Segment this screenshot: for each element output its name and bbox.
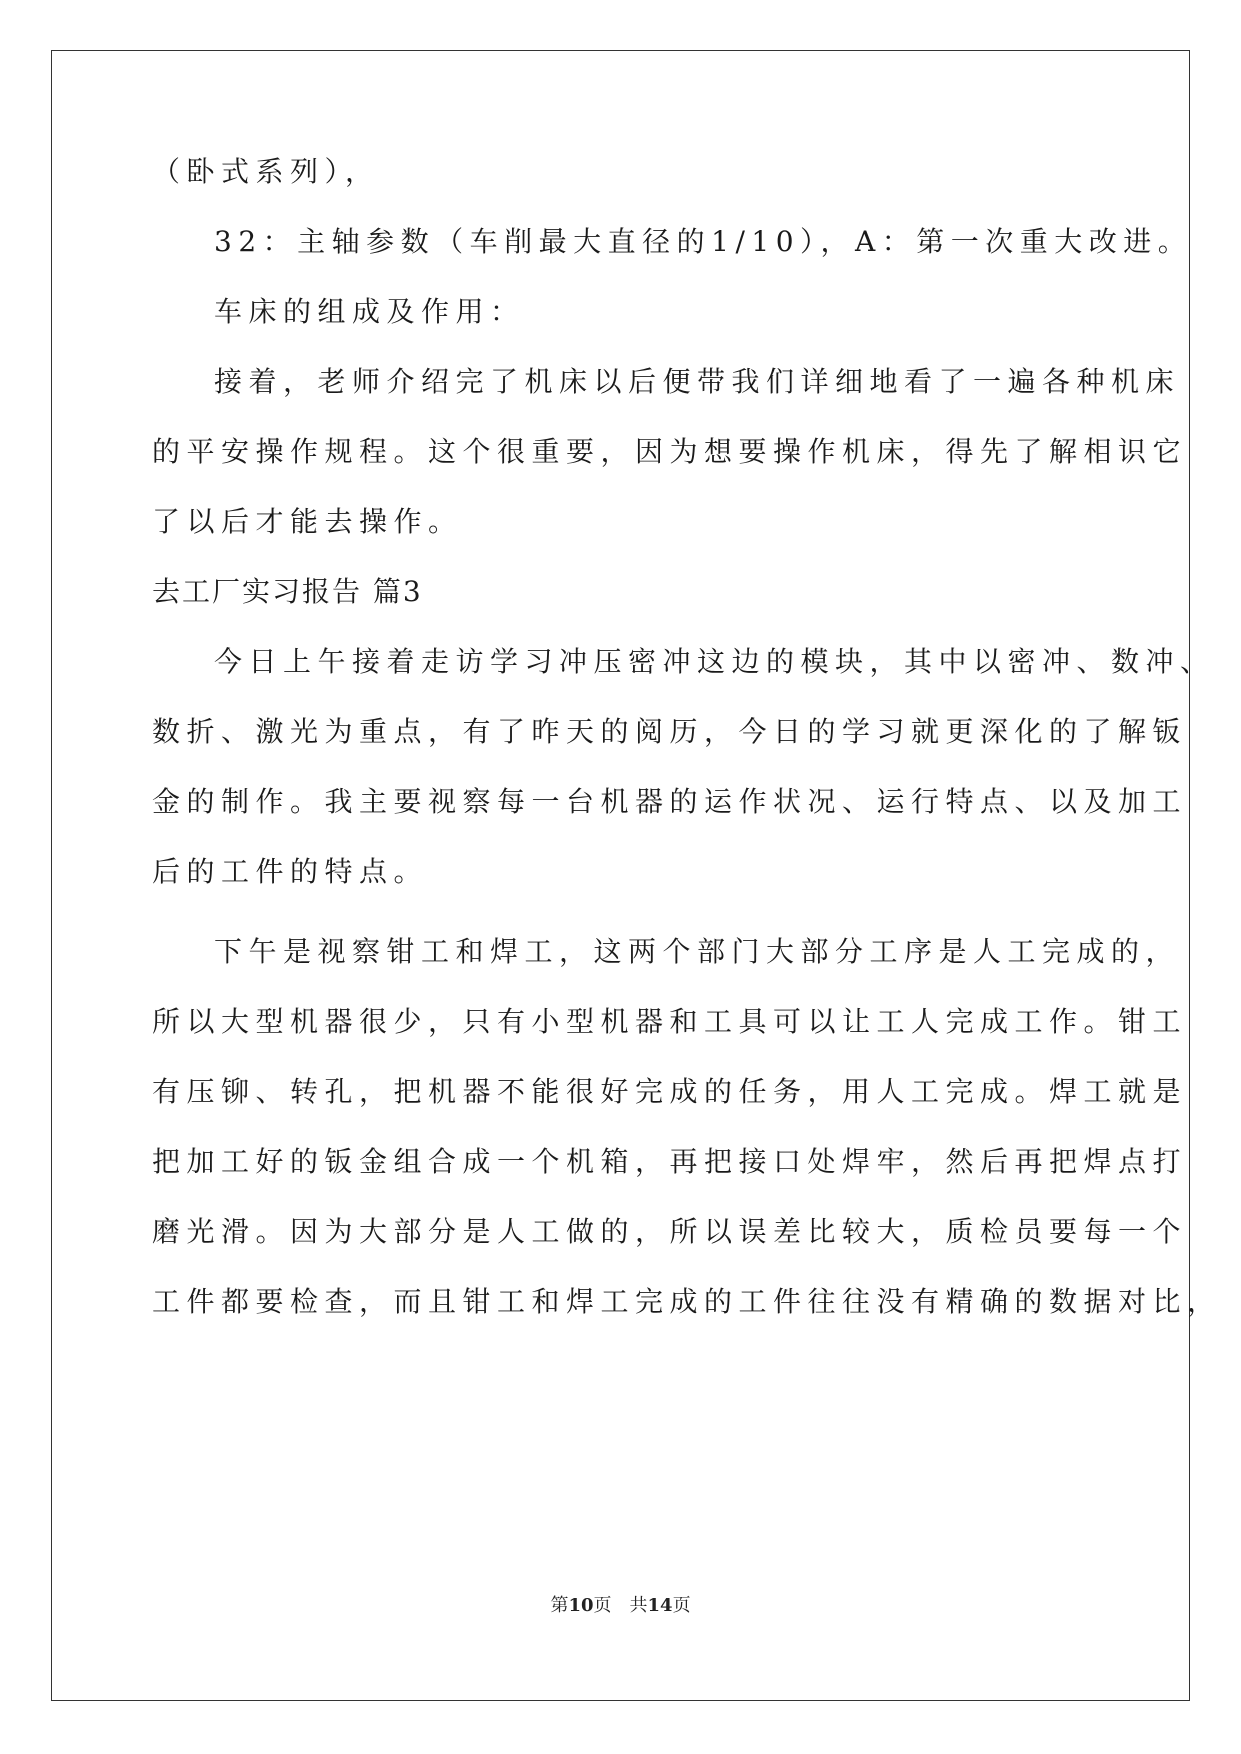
text-line: 的平安操作规程。这个很重要，因为想要操作机床，得先了解相识它 — [152, 435, 1188, 468]
paragraph-first-line: 接着，老师介绍完了机床以后便带我们详细地看了一遍各种机床 — [214, 365, 1181, 398]
text-line: 32：主轴参数（车削最大直径的1/10），A：第一次重大改进。 — [214, 225, 1193, 258]
paragraph-first-line: 今日上午接着走访学习冲压密冲这边的模块，其中以密冲、数冲、 — [214, 645, 1215, 678]
text-line: 金的制作。我主要视察每一台机器的运作状况、运行特点、以及加工 — [152, 785, 1188, 818]
text-line: 有压铆、转孔，把机器不能很好完成的任务，用人工完成。焊工就是 — [152, 1075, 1188, 1108]
total-page-number: 14 — [647, 1595, 673, 1616]
page-footer — [0, 1593, 1241, 1619]
text-line: 磨光滑。因为大部分是人工做的，所以误差比较大，质检员要每一个 — [152, 1215, 1188, 1248]
text-line: 所以大型机器很少，只有小型机器和工具可以让工人完成工作。钳工 — [152, 1005, 1188, 1038]
text-line: 工件都要检查，而且钳工和焊工完成的工件往往没有精确的数据对比， — [152, 1285, 1222, 1318]
text-line: 把加工好的钣金组合成一个机箱，再把接口处焊牢，然后再把焊点打 — [152, 1145, 1188, 1178]
page-mid: 页 共 — [593, 1595, 648, 1616]
page-suffix: 页 — [672, 1595, 691, 1616]
section-heading: 去工厂实习报告 篇3 — [152, 575, 423, 608]
text-line: 了以后才能去操作。 — [152, 505, 463, 538]
page-prefix: 第 — [550, 1595, 569, 1616]
current-page-number: 10 — [568, 1595, 594, 1616]
text-line: 数折、激光为重点，有了昨天的阅历，今日的学习就更深化的了解钣 — [152, 715, 1188, 748]
paragraph-first-line: 下午是视察钳工和焊工，这两个部门大部分工序是人工完成的， — [214, 935, 1181, 968]
text-line: 车床的组成及作用： — [214, 295, 525, 328]
text-line: 后的工件的特点。 — [152, 855, 429, 888]
text-line: （卧式系列）， — [152, 155, 380, 188]
